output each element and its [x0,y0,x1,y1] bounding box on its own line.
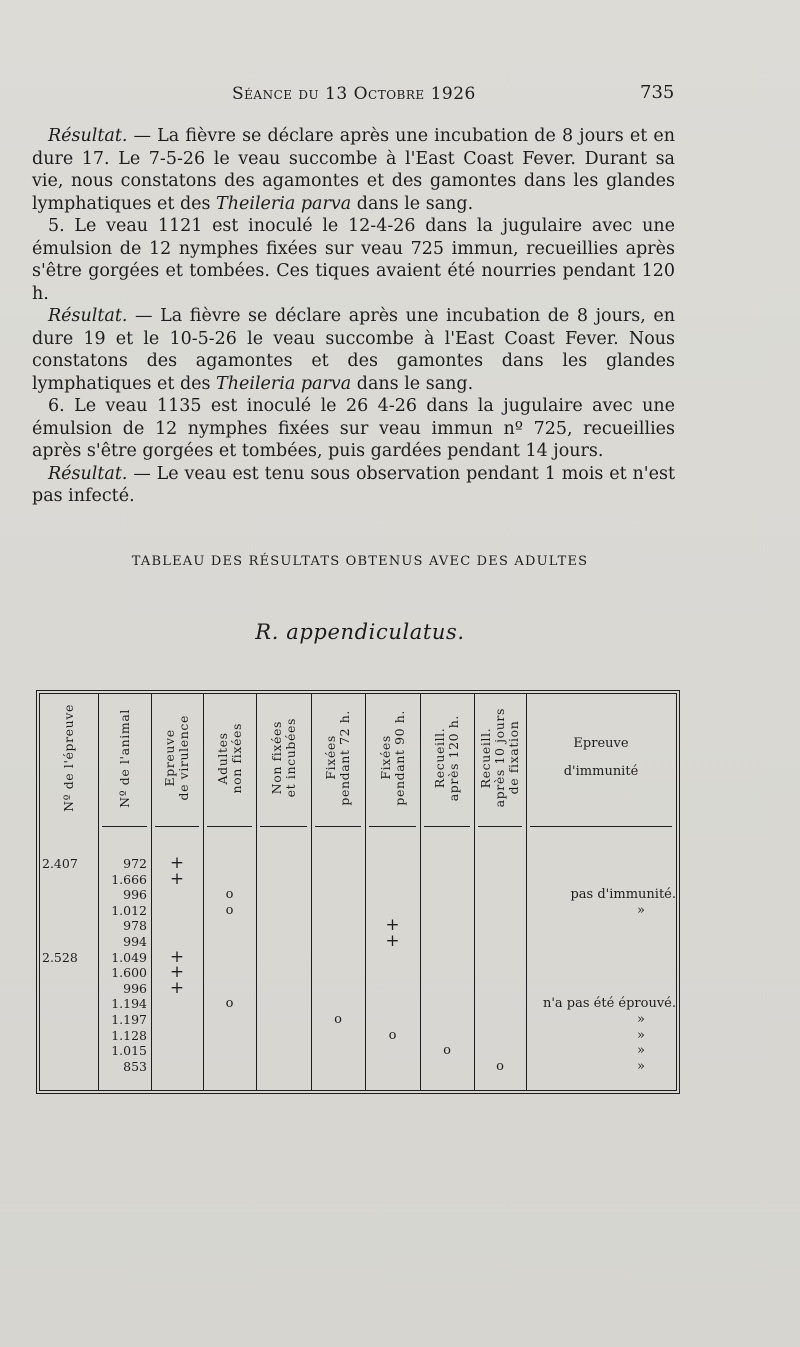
animal-number: 1.049 [111,949,147,965]
header-virulence: Epreuve de virulence [162,715,191,801]
paragraph: Résultat. — Le veau est tenu sous observation pendant 1 mois et n'est pas infecté. [32,463,675,506]
immunity-result: » [637,1027,645,1043]
animal-number: 978 [123,918,147,934]
paragraph: Résultat. — La fièvre se déclare après une incubation de 8 jours et en dure 17. Le 7-5-26 le veau succombe à l'East Coast Fever. Durant sa vie, nous constatons des agamontes et des gamontes dans les glandes lymphatiques et des Theileria parva dans le sang. [32,126,675,214]
results-table [36,690,680,1094]
animal-number: 1.012 [111,902,147,918]
result-mark: o [225,996,234,1012]
header-rule [207,826,252,827]
header-rule [478,826,522,827]
header-adultes-non-fixees: Adultes non fixées [214,722,244,794]
header-rule [155,826,199,827]
result-mark: o [388,1027,397,1043]
table-caption: TABLEAU DES RÉSULTATS OBTENUS AVEC DES ADULTES [131,554,589,569]
result-mark: + [169,853,185,873]
header-recueill-120h: Recueill. après 120 h. [432,714,461,802]
header-epreuve-num: Nº de l'épreuve [61,704,76,812]
header-non-fixees-incubees: Non fixées et incubées [268,718,298,798]
page-header [0,82,800,112]
immunity-result: pas d'immunité. [570,887,676,903]
result-mark: + [169,868,185,889]
result-mark: o [443,1043,451,1059]
running-head: Séance du 13 Octobre 1926 [232,84,476,104]
result-mark: + [169,946,185,967]
header-rule [260,826,307,827]
header-rule [530,826,672,827]
paragraph: 5. Le veau 1121 est inoculé le 12-4-26 dans la jugulaire avec une émulsion de 12 nymphes fixées sur veau 725 immun, recueillies après s'être gorgées et tombées. Ces tiques avaient été nourries pendant 120 h. [32,216,675,304]
result-mark: + [169,977,185,998]
paragraph: Résultat. — La fièvre se déclare après une incubation de 8 jours, en dure 19 et le 10-5-26 le veau succombe à l'East Coast Fever. Nous constatons des agamontes et des gamontes dans les glandes lymphatiques et des Theileria parva dans le sang. [32,306,675,394]
animal-number: 972 [123,856,147,871]
result-mark: o [496,1058,504,1074]
header-recueill-10-jours: Recueill. après 10 jours de fixation [478,708,521,808]
animal-number: 1.600 [111,965,147,981]
animal-number: 1.015 [111,1043,147,1059]
animal-number: 1.128 [111,1027,147,1043]
result-mark: o [334,1012,342,1027]
header-immunite: Epreuve d'immunité [563,736,639,779]
animal-number: 996 [123,887,147,903]
immunity-result: » [637,1058,645,1074]
immunity-result: » [637,1012,645,1027]
species-heading: R. appendiculatus. [255,620,465,644]
result-mark: o [225,887,234,903]
result-mark: + [385,915,400,936]
header-fixees-90h: Fixées pendant 90 h. [377,710,407,806]
page-number: 735 [640,82,675,103]
header-fixees-72h: Fixées pendant 72 h. [323,710,352,806]
header-animal-num: Nº de l'animal [116,708,132,808]
body-text [32,125,675,508]
result-mark: o [225,902,234,918]
immunity-result: » [637,1043,645,1059]
animal-number: 853 [123,1058,147,1074]
immunity-result: n'a pas été éprouvé. [542,996,676,1012]
animal-number: 1.666 [111,871,147,887]
header-rule [102,826,147,827]
header-rule [315,826,361,827]
epreuve-number: 2.528 [42,949,78,965]
paragraph: 6. Le veau 1135 est inoculé le 26 4-26 dans la jugulaire avec une émulsion de 12 nymphes fixées sur veau immun nº 725, recueillies après s'être gorgées et tombées, puis gardées pendant 14 jours. [32,396,675,461]
immunity-result: » [637,902,645,918]
animal-number: 996 [123,980,147,996]
header-rule [424,826,470,827]
header-rule [369,826,416,827]
animal-number: 994 [123,934,147,949]
animal-number: 1.194 [111,996,147,1012]
result-mark: + [385,931,400,951]
result-mark: + [169,962,185,983]
animal-number: 1.197 [111,1012,147,1027]
epreuve-number: 2.407 [42,856,78,871]
